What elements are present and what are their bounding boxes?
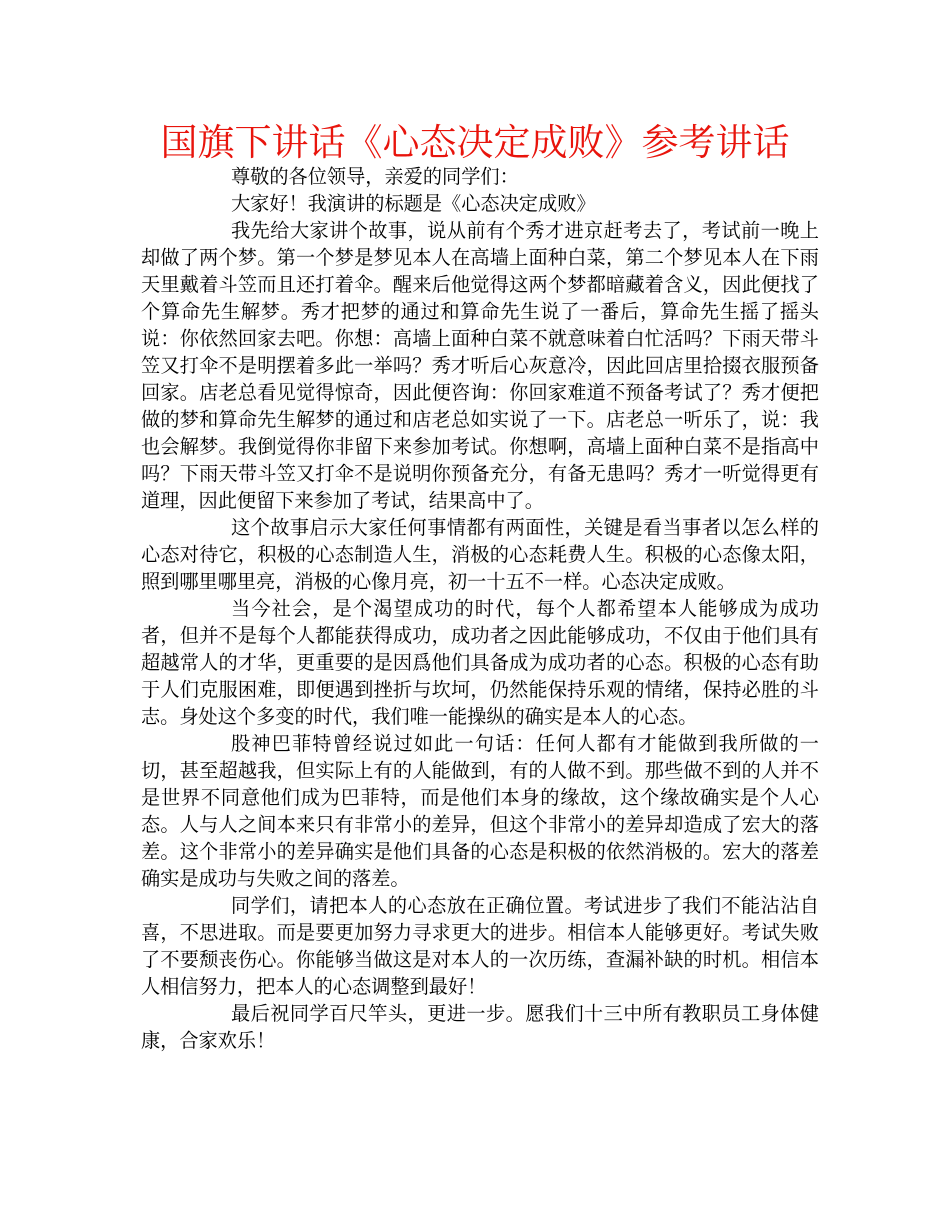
- students-paragraph: 同学们，请把本人的心态放在正确位置。考试进步了我们不能沾沾自喜，不思进取。而是要更加努力寻求更大的进步。相信本人能够更好。考试失败了不要颓丧伤心。你能够当做这是对本人的一次历练，查漏补缺的时机。相信本人相信努力，把本人的心态调整到最好！: [141, 894, 819, 998]
- closing-paragraph: 最后祝同学百尺竿头，更进一步。愿我们十三中所有教职员工身体健康，合家欢乐！: [141, 1002, 819, 1052]
- document-title: 国旗下讲话《心态决定成败》参考讲话: [160, 121, 790, 164]
- story-lesson-paragraph: 这个故事启示大家任何事情都有两面性，关键是看当事者以怎么样的心态对待它，积极的心态制造人生，消极的心态耗费人生。积极的心态像太阳，照到哪里哪里亮，消极的心像月亮，初一十五不一样。心态决定成败。: [141, 516, 819, 593]
- story-paragraph: 我先给大家讲个故事，说从前有个秀才进京赶考去了，考试前一晚上却做了两个梦。第一个梦是梦见本人在高墙上面种白菜，第二个梦见本人在下雨天里戴着斗笠而且还打着伞。醒来后他觉得这两个梦都暗藏着含义，因此便找了个算命先生解梦。秀才把梦的通过和算命先生说了一番后，算命先生摇了摇头说：你依然回家去吧。你想：高墙上面种白菜不就意味着白忙活吗？下雨天带斗笠又打伞不是明摆着多此一举吗？秀才听后心灰意冷，因此回店里拾掇衣服预备回家。店老总看见觉得惊奇，因此便咨询：你回家难道不预备考试了？秀才便把做的梦和算命先生解梦的通过和店老总如实说了一下。店老总一听乐了，说：我也会解梦。我倒觉得你非留下来参加考试。你想啊，高墙上面种白菜不是指高中吗？下雨天带斗笠又打伞不是说明你预备充分，有备无患吗？秀才一听觉得更有道理，因此便留下来参加了考试，结果高中了。: [141, 219, 819, 512]
- buffett-paragraph: 股神巴菲特曾经说过如此一句话：任何人都有才能做到我所做的一切，甚至超越我，但实际上有的人能做到，有的人做不到。那些做不到的人并不是世界不同意他们成为巴菲特，而是他们本身的缘故，这个缘故确实是个人心态。人与人之间本来只有非常小的差异，但这个非常小的差异却造成了宏大的落差。这个非常小的差异确实是他们具备的心态是积极的依然消极的。宏大的落差确实是成功与失败之间的落差。: [141, 732, 819, 890]
- salutation: 尊敬的各位领导，亲爱的同学们：: [231, 165, 519, 188]
- speech-intro: 大家好！我演讲的标题是《心态决定成败》: [231, 192, 596, 215]
- document-body: [141, 163, 819, 1054]
- society-paragraph: 当今社会，是个渴望成功的时代，每个人都希望本人能够成为成功者，但并不是每个人都能获得成功，成功者之因此能够成功，不仅由于他们具有超越常人的才华，更重要的是因爲他们具备成为成功者的心态。积极的心态有助于人们克服困难，即便遇到挫折与坎坷，仍然能保持乐观的情绪，保持必胜的斗志。身处这个多变的时代，我们唯一能操纵的确实是本人的心态。: [141, 597, 819, 728]
